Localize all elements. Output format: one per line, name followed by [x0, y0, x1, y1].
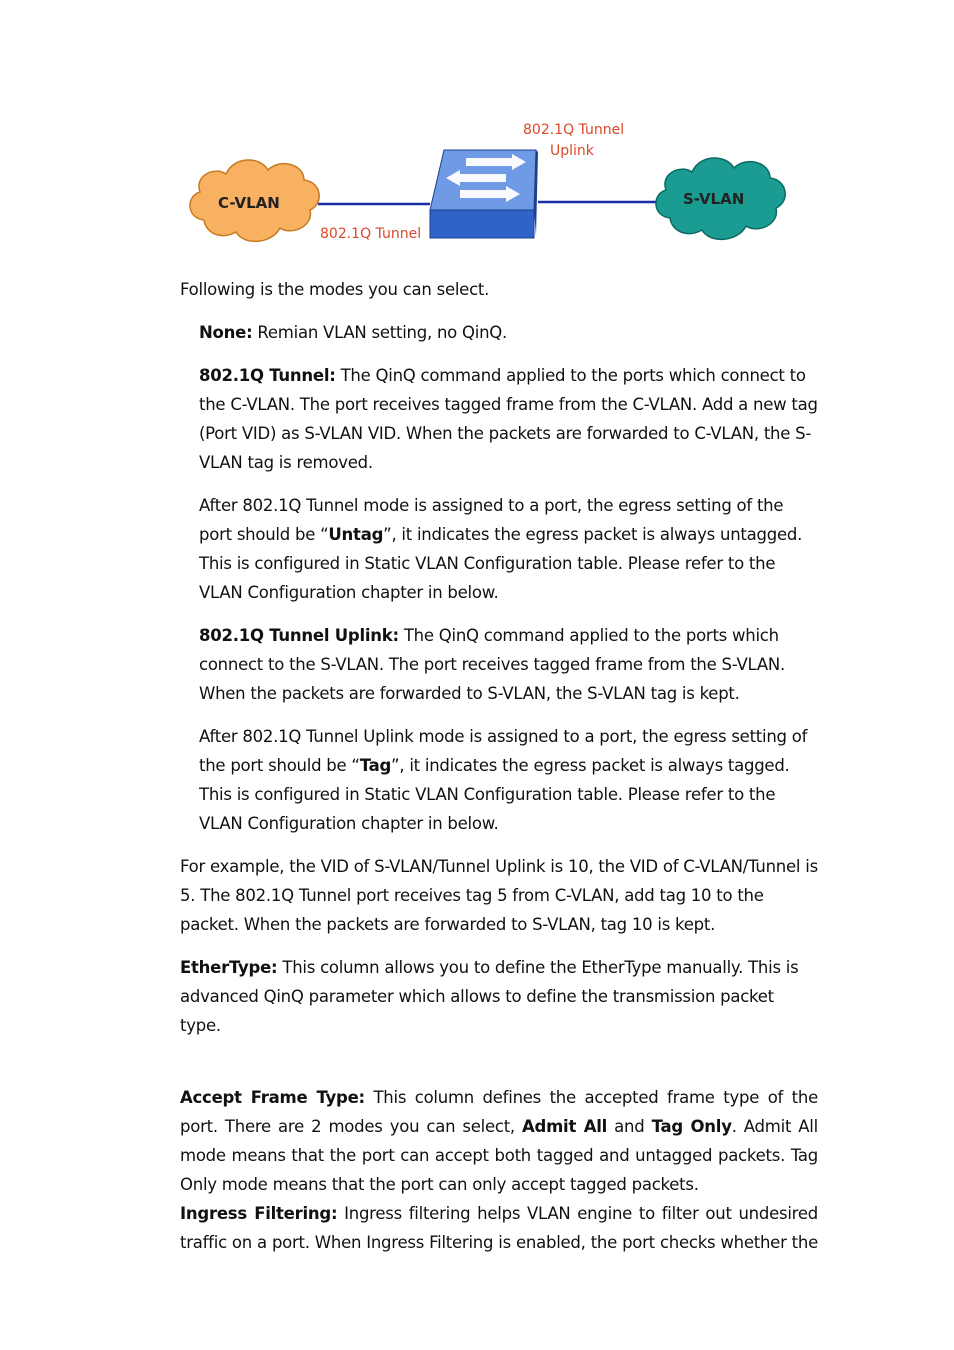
uplink-egress-post: ”, it indicates the egress packet is always tagged. This is configured in Static VLAN Configuration table. Please refer to the VLAN Configuration chapter in below. [199, 756, 790, 833]
ethertype-desc: This column allows you to define the EtherType manually. This is advanced QinQ parameter which allows to define the transmission packet type. [180, 958, 799, 1035]
accept-term: Accept Frame Type: [180, 1088, 365, 1107]
ingress-filtering-text [180, 1199, 818, 1257]
tunnel-egress-bold: Untag [328, 525, 384, 544]
tunnel-egress-post: ”, it indicates the egress packet is always untagged. This is configured in Static VLAN Configuration table. Please refer to the VLAN Configuration chapter in below. [199, 525, 803, 602]
tunnel-egress-pre: After 802.1Q Tunnel mode is assigned to a port, the egress setting of the port should be “ [199, 496, 784, 544]
ingress-desc: Ingress filtering helps VLAN engine to filter out undesired traffic on a port. When Ingress Filtering is enabled, the port checks whether the [180, 1204, 818, 1252]
accept-desc-1: This column defines the accepted frame type of the port. There are 2 modes you can select, [180, 1088, 818, 1136]
accept-frame-type-text [180, 1083, 818, 1199]
svlan-cloud [656, 158, 785, 239]
mode-uplink-desc: The QinQ command applied to the ports which connect to the S-VLAN. The port receives tagged frame from the S-VLAN. When the packets are forwarded to S-VLAN, the S-VLAN tag is kept. [199, 626, 785, 703]
qinq-diagram [180, 112, 800, 257]
mode-tunnel-desc: The QinQ command applied to the ports which connect to the C-VLAN. The port receives tagged frame from the C-VLAN. Add a new tag (Port VID) as S-VLAN VID. When the packets are forwarded to C-VLAN, the S-VLAN tag is removed. [199, 366, 818, 472]
document-body [180, 275, 818, 1257]
intro-text: Following is the modes you can select. [180, 280, 490, 299]
switch-icon [430, 150, 538, 238]
svlan-label: S-VLAN [683, 190, 745, 208]
accept-tag-only: Tag Only [651, 1117, 732, 1136]
mode-none-desc: Remian VLAN setting, no QinQ. [252, 323, 508, 342]
qinq-diagram-svg [180, 112, 800, 257]
ingress-term: Ingress Filtering: [180, 1204, 338, 1223]
uplink-egress-bold: Tag [359, 756, 392, 775]
mode-tunnel [199, 361, 818, 477]
accept-desc-3: . Admit All mode means that the port can accept both tagged and untagged packets. Tag Only mode means that the port can only accept tagged packets. [180, 1117, 818, 1194]
uplink-label-line2: Uplink [550, 143, 594, 159]
ethertype-term: EtherType: [180, 958, 278, 977]
uplink-label-line1: 802.1Q Tunnel [523, 122, 625, 138]
mode-tunnel-term: 802.1Q Tunnel: [199, 366, 336, 385]
accept-admit-all: Admit All [522, 1117, 608, 1136]
accept-desc-2: and [607, 1117, 652, 1136]
mode-uplink [199, 621, 818, 708]
uplink-egress-pre: After 802.1Q Tunnel Uplink mode is assigned to a port, the egress setting of the port should be “ [199, 727, 808, 775]
ethertype-text [180, 953, 818, 1040]
tunnel-egress-note [199, 491, 818, 607]
mode-none-term: None: [199, 323, 253, 342]
tunnel-label: 802.1Q Tunnel [320, 226, 422, 242]
mode-none [199, 318, 818, 347]
example-text: For example, the VID of S-VLAN/Tunnel Uplink is 10, the VID of C-VLAN/Tunnel is 5. The 802.1Q Tunnel port receives tag 5 from C-VLAN, add tag 10 to the packet. When the packets are forwarded to S-VLAN, tag 10 is kept. [180, 857, 818, 934]
uplink-egress-note [199, 722, 818, 838]
mode-uplink-term: 802.1Q Tunnel Uplink: [199, 626, 399, 645]
cvlan-cloud [190, 160, 319, 241]
cvlan-label: C-VLAN [218, 194, 280, 212]
